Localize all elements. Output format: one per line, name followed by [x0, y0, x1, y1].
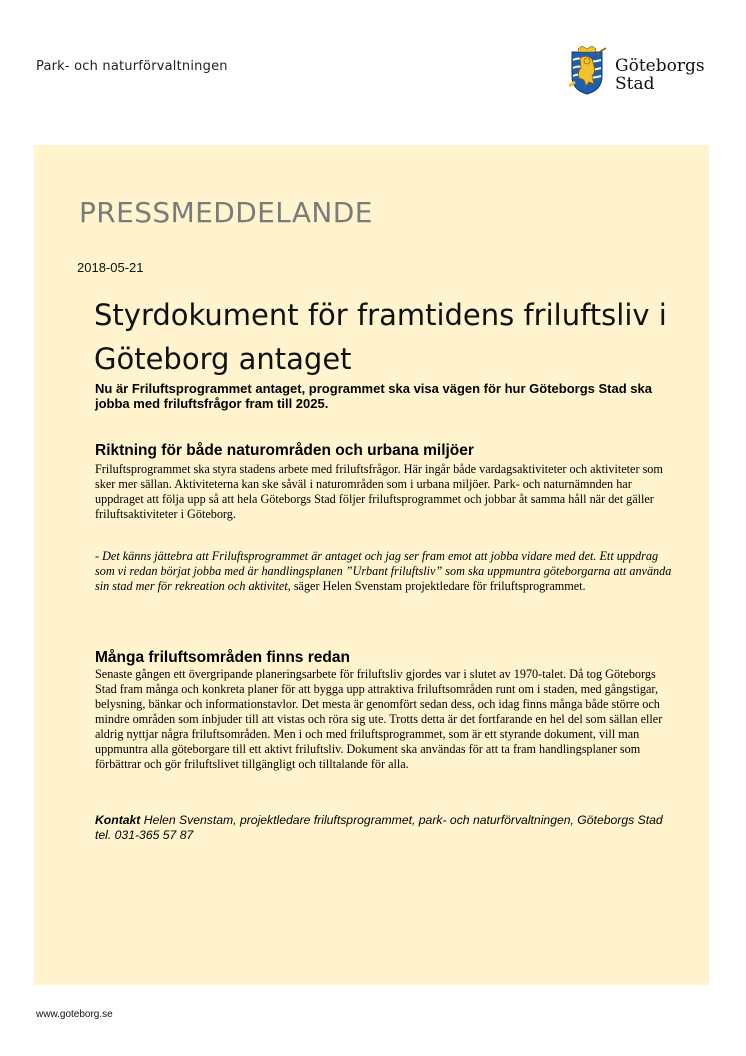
logo-line-1: Göteborgs: [615, 56, 705, 76]
gothenburg-crest-icon: [566, 46, 612, 96]
section-heading-2: Många friluftsområden finns redan: [95, 649, 350, 666]
page-title: Styrdokument för framtidens friluftsliv i Göteborg antaget: [94, 298, 667, 376]
quote-attribution: säger Helen Svenstam projektledare för friluftsprogrammet.: [290, 579, 586, 593]
contact-label: Kontakt: [95, 813, 141, 827]
lead-paragraph: Nu är Friluftsprogrammet antaget, programmet ska visa vägen för hur Göteborgs Stad ska jobba med friluftsfrågor fram till 2025.: [95, 381, 652, 411]
quote-text: - Det känns jättebra att Friluftsprogrammet är antaget och jag ser fram emot att jobba vidare med det. Ett uppdrag som vi redan börjat jobba med är handlingsplanen ”Urbant friluftsliv” som ska uppmuntra göteborgarna att använda sin stad mer för rekreation och aktivitet,: [95, 549, 672, 593]
section-body-1: Friluftsprogrammet ska styra stadens arbete med friluftsfrågor. Här ingår både vardagsaktiviteter och aktiviteter som sker mer sällan. Aktiviteterna kan ske såväl i naturområden som i urbana miljöer. Park- och naturnämnden har uppdraget att följa upp så att hela Göteborgs Stad följer friluftsprogrammet och jobbar åt samma håll när det gäller friluftsaktiviteter i Göteborg.: [95, 462, 663, 521]
logo-wordmark: [615, 57, 705, 93]
department-name: Park- och naturförvaltningen: [36, 59, 228, 74]
section-body-2: Senaste gången ett övergripande planeringsarbete för friluftsliv gjordes var i slutet av 1970-talet. Då tog Göteborgs Stad fram många och konkreta planer för att bygga upp attraktiva friluftsområden runt om i staden, med gångstigar, belysning, bänkar och informationstavlor. Det mesta är genomfört sedan dess, och idag finns många både större och mindre områden som inbjuder till att vistas och röra sig ute. Trotts detta är det fortfarande en hel del som sällan eller aldrig nyttjar några friluftsområden. Men i och med friluftsprogrammet, som är ett styrande dokument, vill man uppmuntra alla göteborgare till ett aktivt friluftsliv. Dokument ska användas för att ta fram handlingsplaner som förbättrar och gör friluftslivet tillgängligt och tilltalande för alla.: [95, 667, 663, 771]
quote-paragraph: [95, 549, 675, 594]
footer-url[interactable]: www.goteborg.se: [36, 1009, 113, 1020]
contact-details: Helen Svenstam, projektledare friluftsprogrammet, park- och naturförvaltningen, Göteborgs Stad tel. 031-365 57 87: [95, 813, 663, 842]
section-heading-1: Riktning för både naturområden och urbana miljöer: [95, 442, 474, 459]
contact-info: [95, 813, 675, 843]
press-release-label: PRESSMEDDELANDE: [79, 196, 373, 229]
release-date: 2018-05-21: [77, 260, 144, 275]
goteborgs-stad-logo[interactable]: [566, 46, 716, 100]
logo-line-2: Stad: [615, 74, 655, 94]
